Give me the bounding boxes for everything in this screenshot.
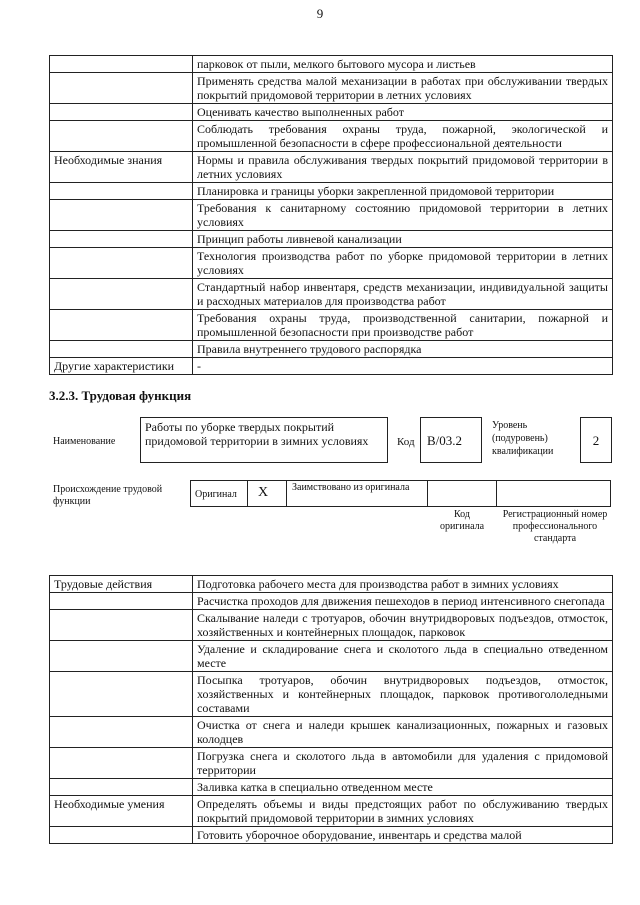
row-label — [50, 341, 193, 358]
row-label: Необходимые знания — [50, 152, 193, 183]
code-value: В/03.2 — [427, 433, 463, 448]
row-text: Погрузка снега и сколотого льда в автомобили для удаления с придомовой территории — [193, 748, 613, 779]
table-row — [50, 341, 613, 358]
row-text: Оценивать качество выполненных работ — [193, 104, 613, 121]
table-row — [50, 576, 613, 593]
level-label: Уровень (подуровень) квалификации — [492, 420, 554, 457]
table-row — [50, 73, 613, 104]
row-text: Планировка и границы уборки закрепленной придомовой территории — [193, 183, 613, 200]
code-box — [420, 417, 482, 463]
row-text: Удаление и складирование снега и сколотого льда в специально отведенном месте — [193, 641, 613, 672]
row-text: Готовить уборочное оборудование, инвентарь и средства малой — [193, 827, 613, 844]
table-row — [50, 641, 613, 672]
level-value: 2 — [592, 433, 600, 448]
row-label — [50, 310, 193, 341]
code-label: Код — [397, 436, 415, 448]
row-text: Скалывание наледи с тротуаров, обочин внутридворовых подъездов, отмосток, хозяйственных и контейнерных площадок, парковок — [193, 610, 613, 641]
table-row — [50, 796, 613, 827]
function-name-value: Работы по уборке твердых покрытий придомовой территории в зимних условиях — [145, 420, 369, 448]
table-row — [50, 279, 613, 310]
table-row — [50, 748, 613, 779]
row-text: - — [193, 358, 613, 375]
row-text: Подготовка рабочего места для производства работ в зимних условиях — [193, 576, 613, 593]
row-label — [50, 121, 193, 152]
table-row — [50, 152, 613, 183]
row-text: Технология производства работ по уборке придомовой территории в летних условиях — [193, 248, 613, 279]
row-label — [50, 183, 193, 200]
row-label: Необходимые умения — [50, 796, 193, 827]
origin-label: Происхождение трудовой функции — [53, 484, 163, 507]
knowledge-table — [49, 55, 613, 375]
table-row — [50, 183, 613, 200]
row-text: парковок от пыли, мелкого бытового мусора и листьев — [193, 56, 613, 73]
name-label: Наименование — [53, 436, 116, 447]
row-label — [50, 748, 193, 779]
row-label — [50, 200, 193, 231]
code-original-label: Код оригинала — [439, 509, 485, 532]
table-row — [50, 231, 613, 248]
table-row — [50, 717, 613, 748]
section-title: 3.2.3. Трудовая функция — [49, 388, 192, 403]
row-label: Другие характеристики — [50, 358, 193, 375]
actions-table — [49, 575, 613, 844]
row-text: Принцип работы ливневой канализации — [193, 231, 613, 248]
row-label — [50, 56, 193, 73]
row-text: Расчистка проходов для движения пешеходов в период интенсивного снегопада — [193, 593, 613, 610]
table-row — [50, 358, 613, 375]
row-text: Заливка катка в специально отведенном месте — [193, 779, 613, 796]
table-row — [50, 56, 613, 73]
row-text: Применять средства малой механизации в работах при обслуживании твердых покрытий придомовой территории в летних условиях — [193, 73, 613, 104]
row-label: Трудовые действия — [50, 576, 193, 593]
row-text: Требования охраны труда, производственной санитарии, пожарной и промышленной безопасности при производстве работ — [193, 310, 613, 341]
row-text: Очистка от снега и наледи крышек канализационных, пожарных и газовых колодцев — [193, 717, 613, 748]
row-text: Правила внутреннего трудового распорядка — [193, 341, 613, 358]
row-label — [50, 279, 193, 310]
row-label — [50, 641, 193, 672]
row-label — [50, 248, 193, 279]
row-label — [50, 104, 193, 121]
page-number: 9 — [316, 6, 324, 21]
table-row — [50, 779, 613, 796]
row-text: Стандартный набор инвентаря, средств механизации, индивидуальной защиты и расходных материалов для производства работ — [193, 279, 613, 310]
table-row — [50, 200, 613, 231]
row-label — [50, 717, 193, 748]
row-text: Определять объемы и виды предстоящих работ по обслуживанию твердых покрытий придомовой территории в зимних условиях — [193, 796, 613, 827]
table-row — [50, 672, 613, 717]
row-text: Нормы и правила обслуживания твердых покрытий придомовой территории в летних условиях — [193, 152, 613, 183]
table-row — [50, 248, 613, 279]
function-name-box — [140, 417, 388, 463]
row-text: Соблюдать требования охраны труда, пожарной, экологической и промышленной безопасности в сфере профессиональной деятельности — [193, 121, 613, 152]
table-row — [50, 610, 613, 641]
reg-number-label: Регистрационный номер профессионального стандарта — [502, 509, 608, 544]
borrowed-label: Заимствовано из оригинала — [292, 482, 410, 493]
table-row — [50, 104, 613, 121]
row-label — [50, 672, 193, 717]
original-mark: X — [258, 485, 269, 500]
row-text: Посыпка тротуаров, обочин внутридворовых подъездов, отмосток, хозяйственных и контейнерных площадок, парковок противогололедными составами — [193, 672, 613, 717]
row-label — [50, 779, 193, 796]
row-label — [50, 73, 193, 104]
row-label — [50, 231, 193, 248]
table-row — [50, 593, 613, 610]
level-box — [580, 417, 612, 463]
row-label — [50, 593, 193, 610]
table-row — [50, 310, 613, 341]
row-label — [50, 827, 193, 844]
table-row — [50, 121, 613, 152]
row-text: Требования к санитарному состоянию придомовой территории в летних условиях — [193, 200, 613, 231]
table-row — [50, 827, 613, 844]
original-label: Оригинал — [195, 489, 237, 500]
row-label — [50, 610, 193, 641]
